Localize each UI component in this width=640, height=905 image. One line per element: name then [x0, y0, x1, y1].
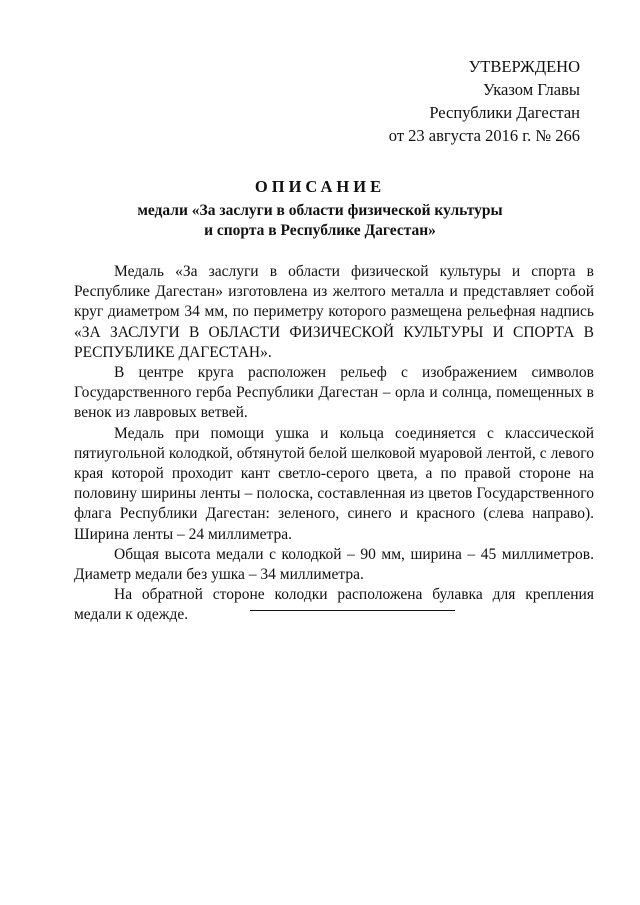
approval-status: УТВЕРЖДЕНО	[468, 57, 580, 76]
document-body	[74, 262, 594, 626]
approval-stamp	[389, 55, 580, 147]
approval-date-number: от 23 августа 2016 г. № 266	[388, 126, 580, 145]
closing-divider	[250, 610, 455, 611]
title-block	[0, 176, 640, 241]
paragraph-5: На обратной стороне колодки расположена булавка для крепления медали к одежде.	[74, 586, 594, 624]
paragraph-2: В центре круга расположен рельеф с изображением символов Государственного герба Республики Дагестан – орла и солнца, помещенных в венок из лавровых ветвей.	[74, 364, 594, 422]
paragraph-1: Медаль «За заслуги в области физической культуры и спорта в Республике Дагестан» изготовлена из желтого металла и представляет собой круг диаметром 34 мм, по периметру которого размещена рельефная надпись «ЗА ЗАСЛУГИ В ОБЛАСТИ ФИЗИЧЕСКОЙ КУЛЬТУРЫ И СПОРТА В РЕСПУБЛИКЕ ДАГЕСТАН».	[74, 263, 594, 361]
approval-region: Республики Дагестан	[429, 103, 580, 122]
document-title: ОПИСАНИЕ	[254, 177, 386, 196]
paragraph-4: Общая высота медали с колодкой – 90 мм, ширина – 45 миллиметров. Диаметр медали без ушка – 34 миллиметра.	[74, 545, 594, 584]
paragraph-3: Медаль при помощи ушка и кольца соединяется с классической пятиугольной колодкой, обтянутой белой шелковой муаровой лентой, с левого края которой проходит кант светло-серого цвета, а по правой стороне на половину ширины ленты – полоска, составленная из цветов Государственного флага Республики Дагестан: зеленого, синего и красного (слева направо). Ширина ленты – 24 миллиметра.	[74, 424, 594, 543]
subtitle-line-1: медали «За заслуги в области физической культуры	[137, 202, 503, 219]
document-subtitle	[0, 201, 640, 241]
approval-authority: Указом Главы	[483, 80, 580, 99]
subtitle-line-2: и спорта в Республике Дагестан»	[204, 222, 436, 239]
